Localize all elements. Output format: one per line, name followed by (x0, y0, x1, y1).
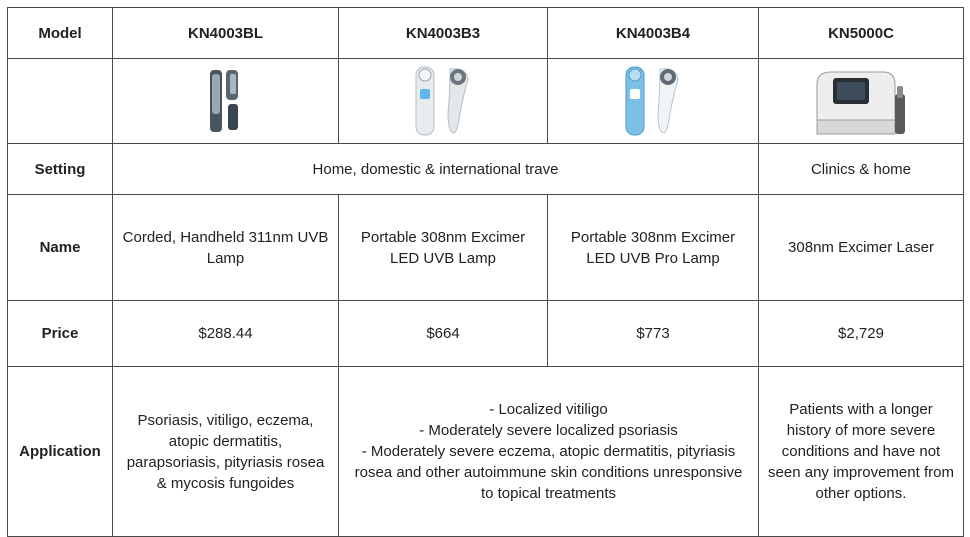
setting-clinic-value: Clinics & home (759, 144, 964, 195)
setting-row (8, 144, 964, 195)
product-image-kn4003b3 (339, 59, 548, 144)
blue-excimer-device-icon (618, 63, 688, 139)
name-kn4003b4: Portable 308nm Excimer LED UVB Pro Lamp (548, 195, 759, 301)
setting-label: Setting (8, 144, 113, 195)
application-item: - Moderately severe localized psoriasis (419, 422, 678, 439)
name-kn5000c: 308nm Excimer Laser (759, 195, 964, 301)
image-row-label (8, 59, 113, 144)
name-kn4003b3: Portable 308nm Excimer LED UVB Lamp (339, 195, 548, 301)
price-kn4003b4: $773 (548, 301, 759, 367)
application-kn5000c: Patients with a longer history of more severe conditions and have not seen any improvement from other options. (759, 367, 964, 537)
price-kn4003bl: $288.44 (113, 301, 339, 367)
clinical-laser-console-icon (811, 64, 911, 138)
model-kn4003bl: KN4003BL (113, 8, 339, 59)
price-kn5000c: $2,729 (759, 301, 964, 367)
application-item: - Localized vitiligo (489, 401, 608, 418)
setting-home-value: Home, domestic & international trave (113, 144, 759, 195)
application-row (8, 367, 964, 537)
price-kn4003b3: $664 (339, 301, 548, 367)
product-image-kn4003b4 (548, 59, 759, 144)
white-excimer-device-icon (408, 63, 478, 139)
product-image-kn5000c (759, 59, 964, 144)
comparison-table (7, 7, 964, 537)
image-row (8, 59, 964, 144)
model-kn4003b3: KN4003B3 (339, 8, 548, 59)
name-label: Name (8, 195, 113, 301)
application-kn4003bl: Psoriasis, vitiligo, eczema, atopic dermatitis, parapsoriasis, pityriasis rosea & mycosis fungoides (113, 367, 339, 537)
product-image-kn4003bl (113, 59, 339, 144)
application-kn4003b3-b4 (339, 367, 759, 537)
application-label: Application (8, 367, 113, 537)
model-kn4003b4: KN4003B4 (548, 8, 759, 59)
name-row (8, 195, 964, 301)
price-row (8, 301, 964, 367)
handheld-uvb-lamp-icon (206, 66, 246, 136)
application-item: - Moderately severe eczema, atopic dermatitis, pityriasis rosea and other autoimmune skin conditions unresponsive to topical treatments (354, 443, 743, 502)
model-header-label: Model (8, 8, 113, 59)
price-label: Price (8, 301, 113, 367)
name-kn4003bl: Corded, Handheld 311nm UVB Lamp (113, 195, 339, 301)
model-kn5000c: KN5000C (759, 8, 964, 59)
header-row (8, 8, 964, 59)
